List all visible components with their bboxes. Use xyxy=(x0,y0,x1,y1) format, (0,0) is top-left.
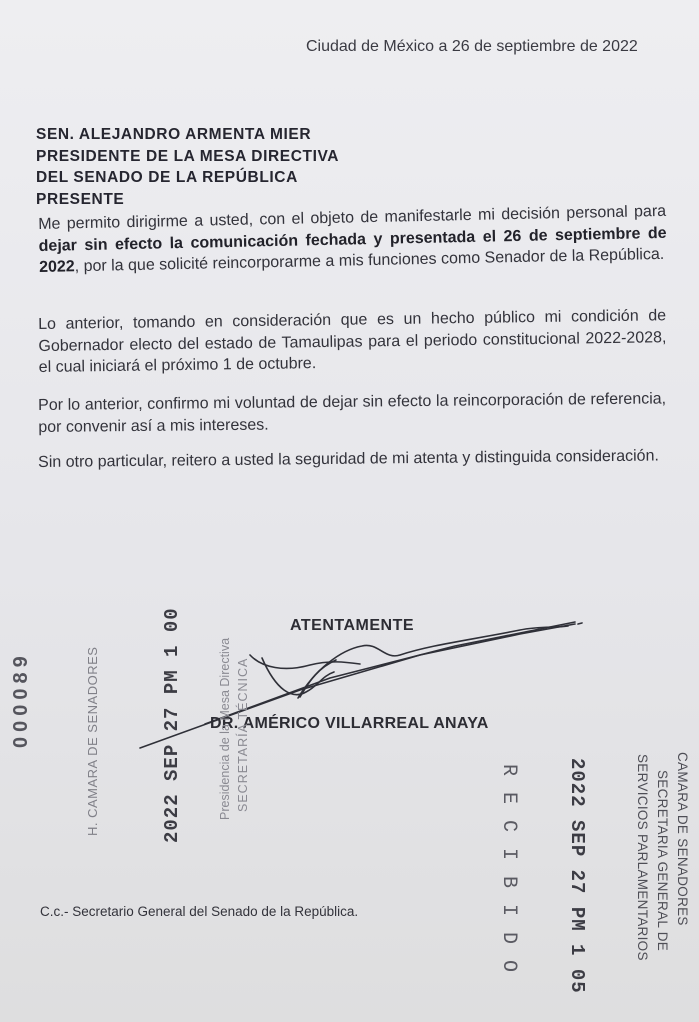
reception-date-left: 2022 SEP 27 PM 1 00 xyxy=(161,607,183,843)
recipient-title: PRESIDENTE DE LA MESA DIRECTIVA xyxy=(36,147,340,165)
folio-stamp: 000089 xyxy=(10,651,32,748)
recipient-institution: DEL SENADO DE LA REPÚBLICA xyxy=(36,169,298,186)
paragraph-1-bold: dejar sin efecto la comunicación fechada y presentada el 26 de septiembre de 2022 xyxy=(38,224,667,276)
technical-secretariat-stamp: SECRETARÍA TÉCNICA xyxy=(236,657,250,812)
paragraph-4: Sin otro particular, reitero a usted la seguridad de mi atenta y distinguida consideración. xyxy=(38,447,659,471)
secretariat-stamp-right: SECRETARIA GENERAL DE xyxy=(655,770,670,952)
carbon-copy-line: C.c.- Secretario General del Senado de la República. xyxy=(40,904,359,919)
reception-date-right: 2022 SEP 27 PM 1 05 xyxy=(566,758,588,994)
paragraph-2: Lo anterior, tomando en consideración que es un hecho público mi condición de Gobernador electo del estado de Tamaulipas para el periodo constitucional 2022-2028, el cual iniciará el próximo 1 de octubre. xyxy=(38,307,667,376)
letter-date: Ciudad de México a 26 de septiembre de 2022 xyxy=(306,38,638,55)
paragraph-1-intro: Me permito dirigirme a usted, con el objeto de manifestarle mi decisión personal para xyxy=(38,202,667,233)
paragraph-3: Por lo anterior, confirmo mi voluntad de dejar sin efecto la reincorporación de referencia, por convenir así a mis intereses. xyxy=(38,390,667,436)
services-stamp-right: SERVICIOS PARLAMENTARIOS xyxy=(635,754,650,961)
signer-name: DR. AMÉRICO VILLARREAL ANAYA xyxy=(210,715,489,732)
closing: ATENTAMENTE xyxy=(290,617,415,634)
recipient-name: SEN. ALEJANDRO ARMENTA MIER xyxy=(36,126,312,143)
chamber-stamp-left: H. CAMARA DE SENADORES xyxy=(85,646,100,836)
presidency-stamp: Presidencia de la Mesa Directiva xyxy=(218,637,232,820)
recipient-presente: PRESENTE xyxy=(36,190,125,208)
chamber-stamp-right: CAMARA DE SENADORES xyxy=(675,752,690,926)
received-stamp: RECIBIDO xyxy=(497,764,520,989)
paragraph-1-end: , por la que solicité reincorporarme a mis funciones como Senador de la República. xyxy=(74,245,665,276)
